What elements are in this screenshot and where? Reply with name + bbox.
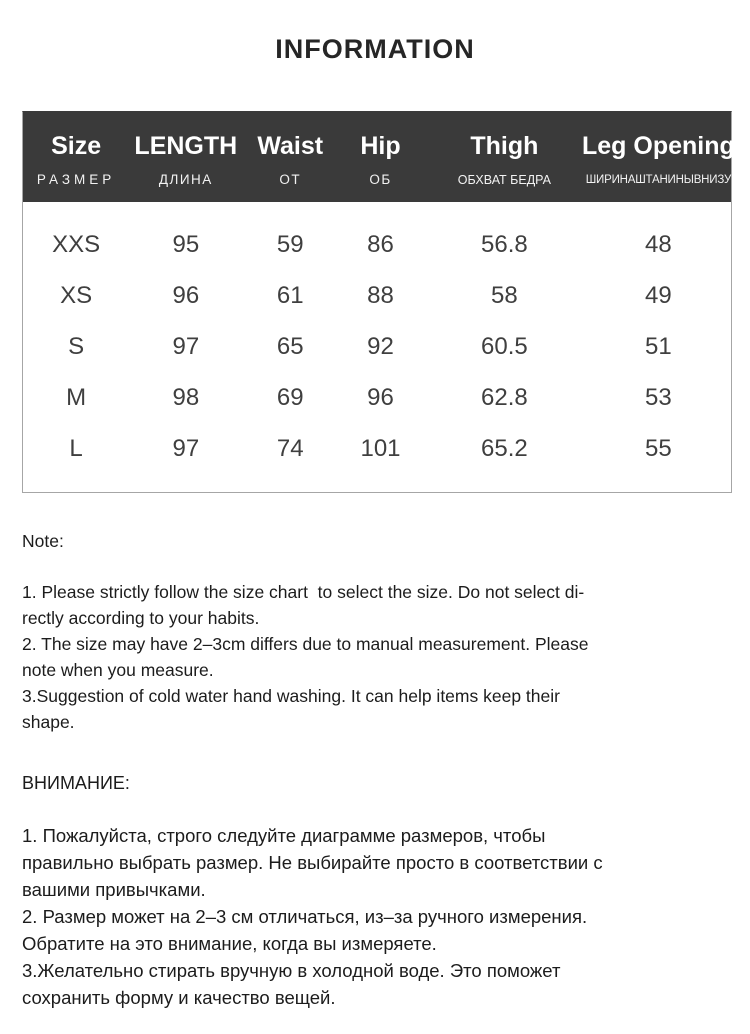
page-title: INFORMATION — [275, 34, 475, 64]
note-line: Обратите на это внимание, когда вы измеряете. — [22, 933, 437, 954]
table-cell: XXS — [52, 230, 101, 258]
column-header-label-en: Hip — [360, 131, 401, 160]
table-row — [23, 372, 731, 423]
table-cell: 96 — [367, 383, 394, 411]
table-cell: 95 — [172, 230, 200, 258]
table-cell: 61 — [276, 281, 304, 309]
note-line: вашими привычками. — [22, 879, 206, 900]
column-header-label-en: Leg Opening — [581, 131, 735, 160]
column-header-size — [23, 126, 129, 189]
table-cell: L — [69, 434, 83, 462]
table-cell: 98 — [172, 383, 200, 411]
note-line: 2. Размер может на 2–3 см отличаться, из–за ручного измерения. — [22, 906, 588, 927]
note-line: правильно выбрать размер. Не выбирайте просто в соответствии с — [22, 852, 603, 873]
table-cell: 92 — [367, 332, 394, 360]
table-row — [23, 321, 731, 372]
table-row — [23, 219, 731, 270]
notes-english-section — [22, 531, 730, 735]
column-header-label-en: Thigh — [470, 131, 539, 160]
note-line: 1. Please strictly follow the size chart to select the size. Do not select di- — [22, 582, 585, 602]
table-cell: 88 — [367, 281, 394, 309]
table-cell: 74 — [276, 434, 304, 462]
note-line: shape. — [22, 712, 75, 732]
notes-english-body — [22, 579, 730, 735]
table-row — [23, 270, 731, 321]
table-cell: XS — [60, 281, 93, 309]
size-chart-table — [22, 111, 735, 493]
note-line: 3.Suggestion of cold water hand washing. It can help items keep their — [22, 686, 560, 706]
size-table-body — [23, 202, 731, 492]
column-header-leg-opening — [581, 126, 735, 189]
table-cell: 55 — [645, 434, 672, 462]
table-cell: 48 — [645, 230, 672, 258]
table-cell: 86 — [367, 230, 394, 258]
table-cell: 56.8 — [481, 230, 528, 258]
notes-russian-body — [22, 822, 730, 1011]
column-header-label-ru: РАЗМЕР — [36, 171, 116, 187]
table-cell: S — [68, 332, 85, 360]
table-cell: M — [66, 383, 87, 411]
column-header-thigh — [423, 126, 586, 189]
notes-english-heading: Note: — [22, 531, 64, 551]
column-header-label-en: Waist — [257, 131, 324, 160]
note-line: rectly according to your habits. — [22, 608, 260, 628]
table-cell: 49 — [645, 281, 672, 309]
column-header-waist — [242, 126, 338, 189]
note-line: note when you measure. — [22, 660, 214, 680]
table-cell: 96 — [172, 281, 200, 309]
notes-russian-heading: ВНИМАНИЕ: — [22, 773, 130, 793]
note-line: 3.Желательно стирать вручную в холодной воде. Это поможет — [22, 960, 561, 981]
table-cell: 65.2 — [481, 434, 528, 462]
note-line: 2. The size may have 2–3cm differs due to manual measurement. Please — [22, 634, 589, 654]
column-header-label-en: LENGTH — [134, 131, 238, 160]
column-header-label-en: Size — [51, 131, 102, 160]
table-cell: 51 — [645, 332, 672, 360]
table-cell: 60.5 — [481, 332, 528, 360]
table-row — [23, 423, 731, 474]
table-cell: 59 — [276, 230, 304, 258]
table-cell: 97 — [172, 332, 200, 360]
table-cell: 62.8 — [481, 383, 528, 411]
column-header-length — [129, 126, 242, 189]
table-cell: 58 — [491, 281, 518, 309]
note-line: сохранить форму и качество вещей. — [22, 987, 336, 1008]
column-header-label-ru: ДЛИНА — [158, 171, 213, 187]
column-header-label-ru: ОБ — [369, 171, 392, 187]
table-cell: 69 — [276, 383, 304, 411]
size-info-page — [0, 34, 750, 1034]
note-line: 1. Пожалуйста, строго следуйте диаграмме размеров, чтобы — [22, 825, 546, 846]
table-cell: 101 — [360, 434, 401, 462]
table-cell: 53 — [645, 383, 672, 411]
table-cell: 97 — [172, 434, 200, 462]
notes-russian-section — [22, 773, 730, 1011]
column-header-hip — [338, 126, 423, 189]
table-cell: 65 — [276, 332, 304, 360]
column-header-label-ru: ШИРИНА ШТАНИНЫ ВНИЗУ — [585, 173, 732, 186]
column-header-label-ru: ОБХВАТ БЕДРА — [457, 172, 552, 187]
size-table-header — [23, 112, 735, 202]
column-header-label-ru: ОТ — [279, 171, 302, 187]
